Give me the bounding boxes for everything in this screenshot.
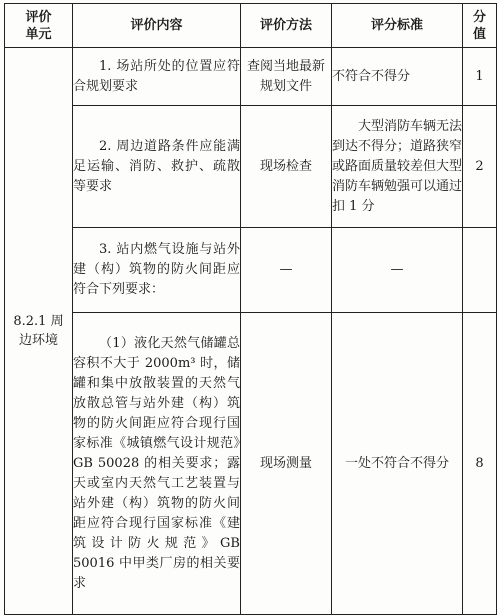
unit-label: 8.2.1 周边环境 bbox=[13, 314, 64, 348]
row-criteria: 大型消防车辆无法到达不得分；道路狭窄或路面质量较差但大型消防车辆勉强可以通过扣 1 分 bbox=[332, 106, 463, 228]
header-content: 评价内容 bbox=[73, 4, 241, 48]
row-content: 1. 场站所处的位置应符合规划要求 bbox=[73, 48, 241, 106]
row-score: 1 bbox=[463, 48, 497, 106]
evaluation-table bbox=[4, 3, 497, 615]
row-content: 3. 站内燃气设施与站外建（构）筑物的防火间距应符合下列要求： bbox=[73, 228, 241, 313]
row-criteria: — bbox=[332, 228, 463, 313]
table-row bbox=[5, 106, 497, 228]
header-score: 分值 bbox=[463, 4, 497, 48]
table-row bbox=[5, 48, 497, 106]
row-method: — bbox=[241, 228, 332, 313]
row-content: （1）液化天然气储罐总容积不大于 2000m³ 时，储罐和集中放散装置的天然气放散总管与站外建（构）筑物的防火间距应符合现行国家标准《城镇燃气设计规范》GB 50028 的相关要求；露天或室内天然气工艺装置与站外建（构）筑物的防火间距应符合现行国家标准《建筑设计防火规范》GB 50016 中甲类厂房的相关要求 bbox=[73, 313, 241, 615]
row-criteria: 一处不符合不得分 bbox=[332, 313, 463, 615]
row-content: 2. 周边道路条件应能满足运输、消防、救护、疏散等要求 bbox=[73, 106, 241, 228]
row-criteria: 不符合不得分 bbox=[332, 48, 463, 106]
table-row bbox=[5, 228, 497, 313]
unit-cell bbox=[5, 48, 73, 615]
row-score bbox=[463, 228, 497, 313]
header-criteria: 评分标准 bbox=[332, 4, 463, 48]
row-method: 查阅当地最新规划文件 bbox=[241, 48, 332, 106]
row-method: 现场检查 bbox=[241, 106, 332, 228]
header-method: 评价方法 bbox=[241, 4, 332, 48]
row-method: 现场测量 bbox=[241, 313, 332, 615]
row-score: 2 bbox=[463, 106, 497, 228]
header-row bbox=[5, 4, 497, 48]
table-row bbox=[5, 313, 497, 615]
row-score: 8 bbox=[463, 313, 497, 615]
header-unit: 评价单元 bbox=[5, 4, 73, 48]
